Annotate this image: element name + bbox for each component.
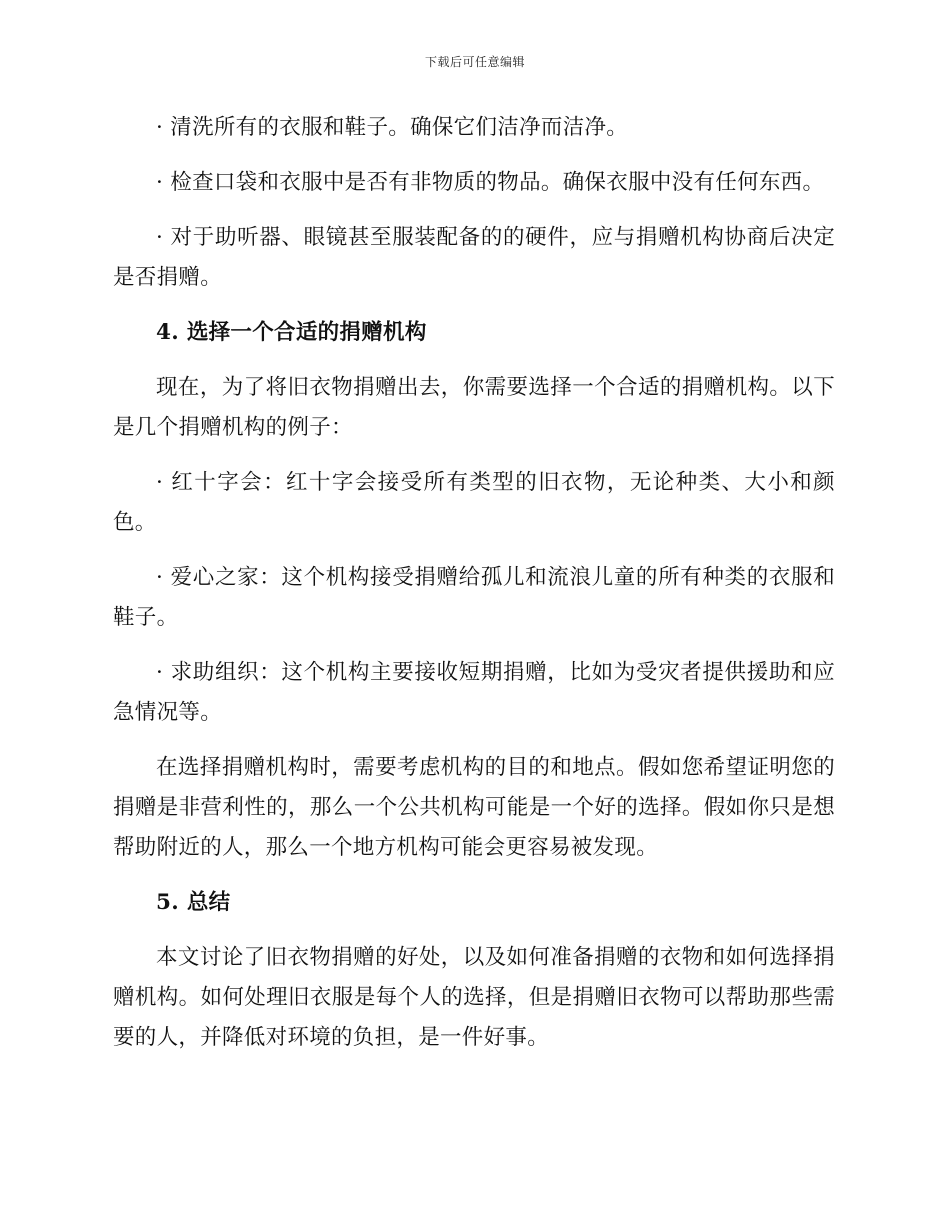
section4-intro: 现在，为了将旧衣物捐赠出去，你需要选择一个合适的捐赠机构。以下是几个捐赠机构的例子：: [113, 375, 835, 440]
prep-bullet-pockets: · 检查口袋和衣服中是否有非物质的物品。确保衣服中没有任何东西。: [156, 170, 825, 195]
prep-bullet-hardware: · 对于助听器、眼镜甚至服装配备的的硬件，应与捐赠机构协商后决定是否捐赠。: [113, 225, 835, 290]
document-body: [113, 108, 835, 1073]
section4-advice: 在选择捐赠机构时，需要考虑机构的目的和地点。假如您希望证明您的捐赠是非营利性的，那么一个公共机构可能是一个好的选择。假如你只是想帮助附近的人，那么一个地方机构可能会更容易被发现。: [113, 755, 835, 860]
org-red-cross: · 红十字会：红十字会接受所有类型的旧衣物，无论种类、大小和颜色。: [113, 470, 835, 535]
page-header: 下载后可任意编辑: [424, 55, 525, 69]
org-love-home: · 爱心之家：这个机构接受捐赠给孤儿和流浪儿童的所有种类的衣服和鞋子。: [113, 565, 835, 630]
org-aid-organization: · 求助组织：这个机构主要接收短期捐赠，比如为受灾者提供援助和应急情况等。: [113, 660, 835, 725]
prep-bullet-clean: · 清洗所有的衣服和鞋子。确保它们洁净而洁净。: [156, 115, 629, 140]
section4-heading: 4. 选择一个合适的捐赠机构: [156, 320, 427, 345]
section5-heading: 5. 总结: [156, 890, 231, 915]
section5-body: 本文讨论了旧衣物捐赠的好处，以及如何准备捐赠的衣物和如何选择捐赠机构。如何处理旧衣服是每个人的选择，但是捐赠旧衣物可以帮助那些需要的人，并降低对环境的负担，是一件好事。: [113, 945, 835, 1050]
